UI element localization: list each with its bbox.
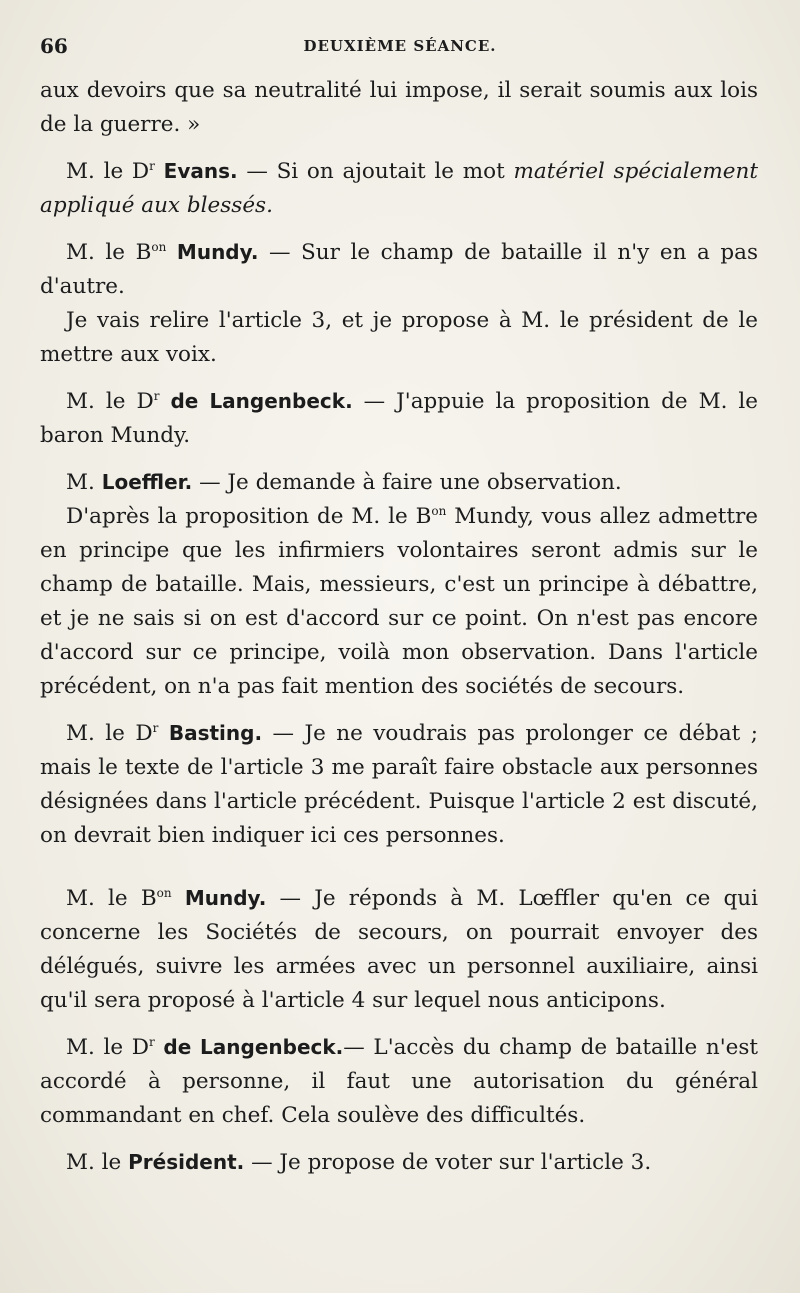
speaker-name: Mundy. [184, 886, 267, 910]
paragraph [40, 384, 758, 453]
page-header [40, 34, 760, 64]
speaker-name: Evans. [163, 159, 238, 183]
paragraph [40, 154, 758, 223]
paragraph [40, 74, 758, 142]
page-number: 66 [40, 34, 68, 58]
running-title: DEUXIÈME SÉANCE. [303, 37, 497, 55]
speaker-title: M. [66, 470, 95, 495]
speaker-name: Président. [128, 1150, 245, 1174]
paragraph-text: D'après la proposition de M. le B [66, 504, 432, 529]
paragraph [40, 881, 758, 1018]
paragraph-text: — J'appuie la proposition de M. le baron Mundy. [40, 389, 759, 448]
speaker-title: M. le D [66, 721, 153, 746]
title-superscript: on [431, 503, 447, 518]
speaker-name: Loeffler. [101, 470, 193, 494]
title-superscript: r [149, 158, 155, 173]
title-superscript: r [153, 388, 160, 403]
paragraph [40, 1030, 758, 1133]
paragraph-text: — Sur le champ de bataille il n'y en a pas d'autre. [40, 240, 758, 299]
speaker-title: M. le B [66, 886, 157, 911]
paragraph [40, 235, 758, 304]
paragraph [40, 716, 758, 853]
speaker-title: M. le D [66, 1035, 149, 1060]
speaker-title: M. le D [66, 159, 150, 184]
title-superscript: on [156, 885, 172, 900]
title-superscript: r [152, 720, 159, 735]
paragraph [40, 304, 758, 372]
paragraph-text: — Je propose de voter sur l'article 3. [244, 1150, 652, 1175]
speaker-name: Mundy. [176, 240, 259, 264]
paragraph-text: aux devoirs que sa neutralité lui impose, il serait soumis aux lois de la guerre. » [40, 78, 758, 137]
paragraph-text: — Je ne voudrais pas prolonger ce débat ; mais le texte de l'article 3 me paraît faire obstacle aux personnes désignées dans l'article précédent. Puisque l'article 2 est discuté, on devrait bien indiquer ici ces personnes. [40, 721, 759, 848]
emphasis-text: matériel spécialement appliqué aux blessés. [40, 159, 758, 218]
speaker-title: M. le [66, 1150, 122, 1175]
speaker-title: M. le D [66, 389, 154, 414]
paragraph-text: — Je demande à faire une observation. [192, 470, 622, 495]
paragraph-text: — Si on ajoutait le mot [237, 159, 514, 184]
paragraph-text-rest: Mundy, vous allez admettre en principe que les infirmiers volontaires seront admis sur le champ de bataille. Mais, messieurs, c'est un principe à débattre, et je ne sais si on est d'accord sur ce point. On n'est pas encore d'accord sur ce principe, voilà mon observation. Dans l'article précédent, on n'a pas fait mention des sociétés de secours. [40, 504, 759, 699]
title-superscript: on [151, 239, 167, 254]
paragraph [40, 465, 758, 500]
title-superscript: r [148, 1034, 155, 1049]
speaker-name: Basting. [168, 721, 263, 745]
paragraph-text: Je vais relire l'article 3, et je propose à M. le président de le mettre aux voix. [40, 308, 758, 367]
body-text [40, 74, 758, 1180]
speaker-name: de Langenbeck. [170, 389, 353, 413]
paragraph-text: — L'accès du champ de bataille n'est accordé à personne, il faut une autorisation du général commandant en chef. Cela soulève des difficultés. [40, 1035, 758, 1128]
paragraph [40, 500, 758, 704]
paragraph [40, 1145, 758, 1180]
speaker-title: M. le B [66, 240, 152, 265]
speaker-name: de Langenbeck. [163, 1035, 344, 1059]
paragraph-text: — Je réponds à M. Lœffler qu'en ce qui concerne les Sociétés de secours, on pourrait envoyer des délégués, suivre les armées avec un personnel auxiliaire, ainsi qu'il sera proposé à l'article 4 sur lequel nous anticipons. [40, 886, 758, 1013]
